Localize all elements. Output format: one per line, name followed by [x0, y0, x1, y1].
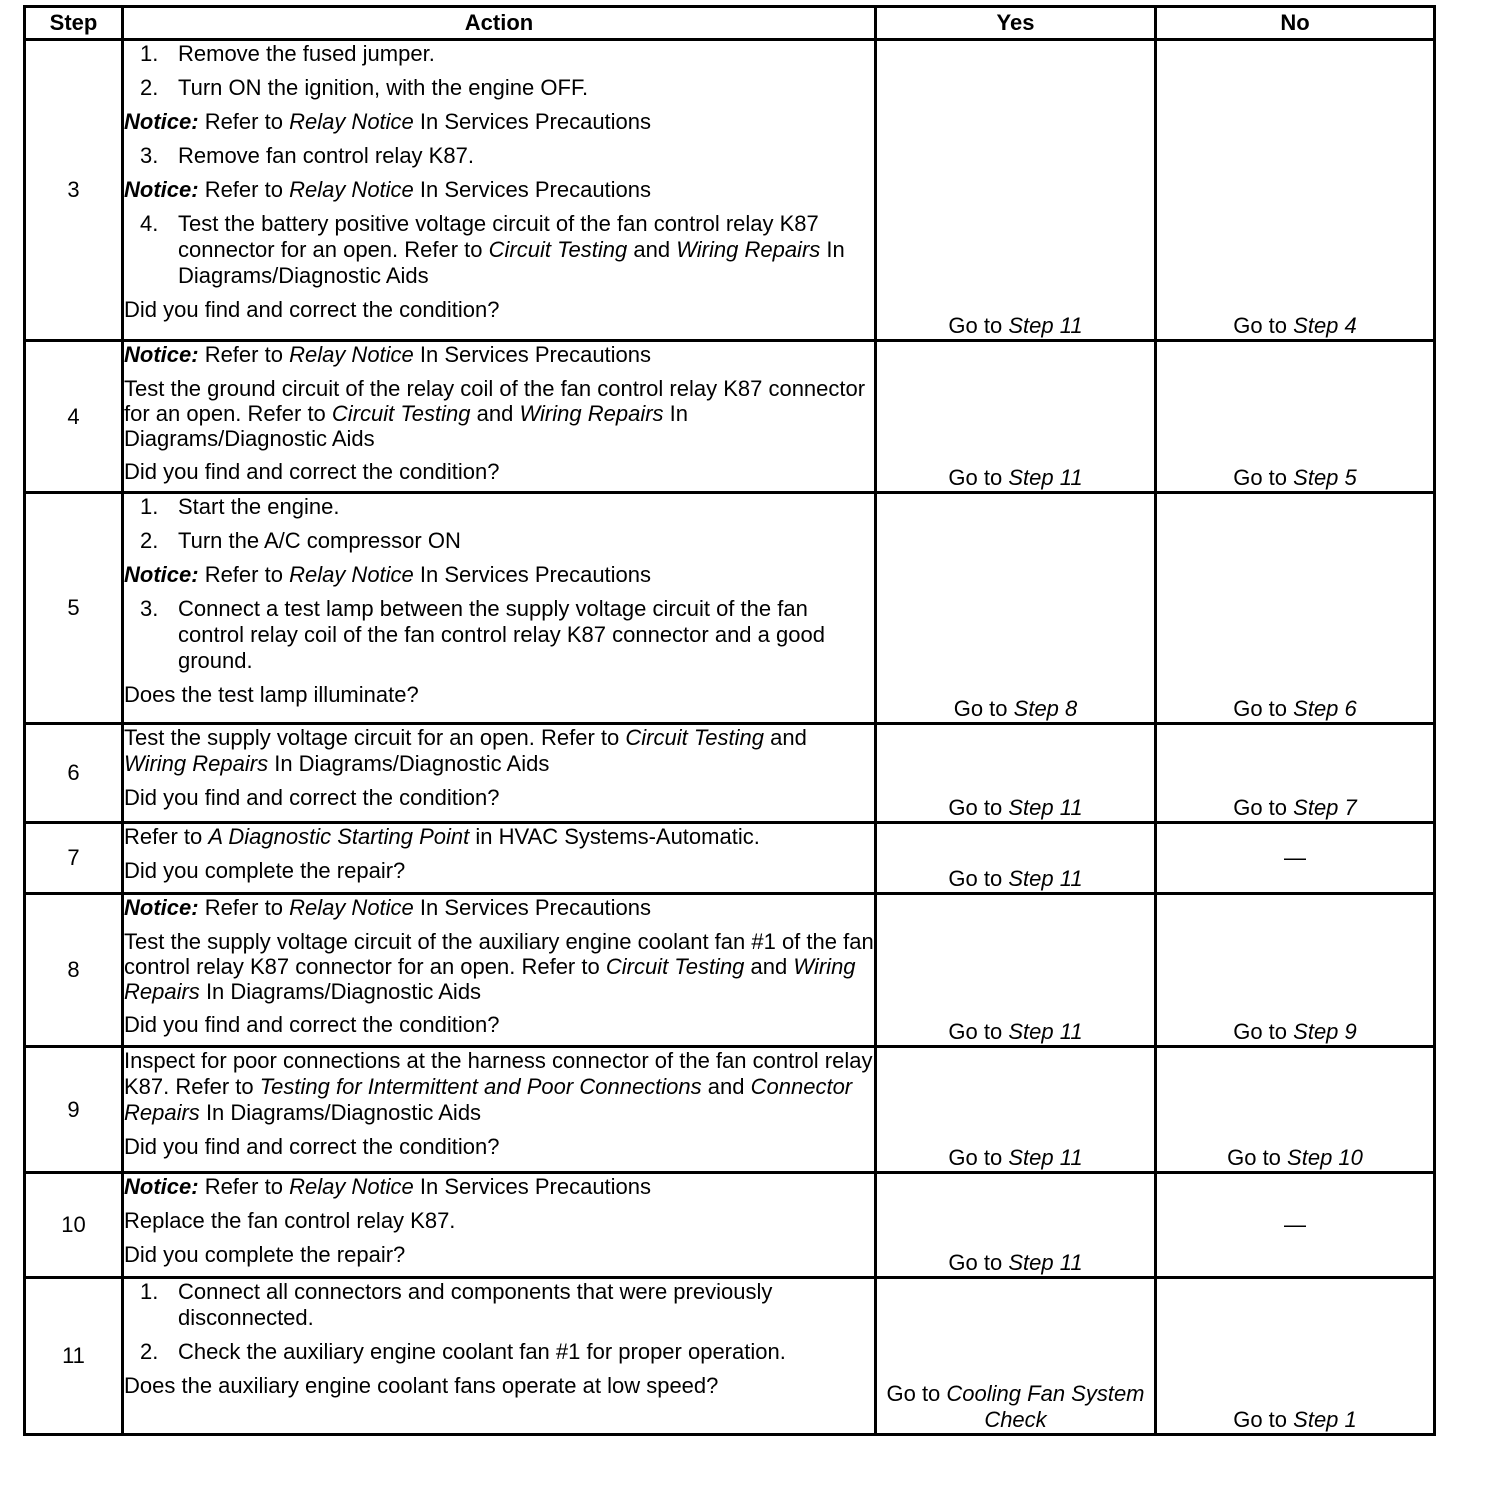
action-cell [123, 341, 876, 493]
reference-link: A Diagnostic Starting Point [208, 824, 470, 849]
action-text: Test the ground circuit of the relay coil of the fan control relay K87 connector for an open. Refer to [124, 376, 866, 426]
header-no: No [1156, 7, 1435, 40]
action-text: Check the auxiliary engine coolant fan #1 for proper operation. [178, 1339, 786, 1364]
action-text: Connect all connectors and components that were previously disconnected. [178, 1279, 773, 1330]
step-number: 7 [25, 823, 123, 894]
list-item [124, 1339, 874, 1365]
table-row [25, 894, 1435, 1047]
no-cell [1156, 1278, 1435, 1435]
action-text: Test the supply voltage circuit of the auxiliary engine coolant fan #1 of the fan control relay K87 connector for an open. Refer to [124, 929, 874, 979]
table-row [25, 1278, 1435, 1435]
yes-cell [876, 1173, 1156, 1278]
action-text: In Diagrams/Diagnostic Aids [124, 401, 689, 451]
no-cell-dash: — [1156, 1173, 1435, 1278]
notice-location: In Services Precautions [419, 562, 652, 587]
action-text: and [476, 401, 514, 426]
relay-notice-ref: Relay Notice [289, 109, 414, 134]
relay-notice-ref: Relay Notice [289, 562, 414, 587]
action-text: and [633, 237, 671, 262]
list-item [124, 211, 874, 289]
table-row [25, 1173, 1435, 1278]
reference-link: Wiring Repairs [124, 751, 269, 776]
question-text: Did you find and correct the condition? [124, 459, 500, 484]
yes-target: Step 11 [1008, 866, 1083, 891]
action-text: In Diagrams/Diagnostic Aids [274, 751, 550, 776]
list-number: 2. [140, 75, 159, 100]
action-text: Turn the A/C compressor ON [178, 528, 461, 553]
reference-link: Circuit Testing [625, 725, 764, 750]
action-cell [123, 1173, 876, 1278]
yes-target: Step 8 [1013, 696, 1078, 721]
notice-label: Notice: [124, 562, 199, 587]
action-paragraph [124, 1048, 874, 1126]
action-text: and [707, 1074, 745, 1099]
action-text: In Diagrams/Diagnostic Aids [205, 1100, 482, 1125]
notice-line [124, 895, 874, 921]
action-cell [123, 1047, 876, 1173]
action-cell [123, 493, 876, 724]
list-number: 1. [140, 1279, 159, 1304]
go-to-label: Go to [948, 1019, 1003, 1044]
table-row [25, 341, 1435, 493]
list-number: 2. [140, 528, 159, 553]
go-to-label: Go to [886, 1381, 941, 1406]
no-cell [1156, 40, 1435, 341]
relay-notice-ref: Relay Notice [289, 1174, 414, 1199]
no-target: Step 6 [1293, 696, 1357, 721]
action-text: In Diagrams/Diagnostic Aids [178, 237, 845, 288]
reference-link: Wiring Repairs [519, 401, 664, 426]
table-row [25, 823, 1435, 894]
action-cell [123, 40, 876, 341]
action-text: Test the supply voltage circuit for an open. Refer to [124, 725, 620, 750]
no-target: Step 9 [1293, 1019, 1357, 1044]
no-cell [1156, 894, 1435, 1047]
yes-cell [876, 1047, 1156, 1173]
action-text: Start the engine. [178, 494, 340, 519]
action-paragraph [124, 824, 874, 850]
go-to-label: Go to [948, 465, 1003, 490]
list-item [124, 596, 874, 674]
yes-target: Step 11 [1008, 313, 1083, 338]
go-to-label: Go to [953, 696, 1008, 721]
no-target: Step 10 [1287, 1145, 1363, 1170]
notice-line [124, 342, 874, 368]
question-text: Did you find and correct the condition? [124, 1012, 500, 1037]
list-number: 1. [140, 494, 159, 519]
action-text: In Diagrams/Diagnostic Aids [205, 979, 482, 1004]
go-to-label: Go to [948, 313, 1003, 338]
step-number: 8 [25, 894, 123, 1047]
question-text: Did you find and correct the condition? [124, 1134, 500, 1159]
list-number: 4. [140, 211, 159, 236]
step-number: 6 [25, 724, 123, 823]
yes-target: Step 11 [1008, 795, 1083, 820]
action-paragraph [124, 376, 874, 451]
go-to-label: Go to [1233, 313, 1288, 338]
action-text: Connect a test lamp between the supply voltage circuit of the fan control relay coil of the fan control relay K87 connector and a good ground. [178, 596, 825, 673]
no-cell-dash: — [1156, 823, 1435, 894]
step-number: 9 [25, 1047, 123, 1173]
action-cell [123, 894, 876, 1047]
notice-text: Refer to [204, 177, 283, 202]
reference-link: Testing for Intermittent and Poor Connections [259, 1074, 702, 1099]
notice-location: In Services Precautions [419, 895, 652, 920]
go-to-label: Go to [948, 1250, 1003, 1275]
action-text: and [770, 725, 807, 750]
action-text: Inspect for poor connections at the harness connector of the fan control relay K87. Refer to [124, 1048, 873, 1099]
action-text: Turn ON the ignition, with the engine OFF. [178, 75, 589, 100]
notice-label: Notice: [124, 1174, 199, 1199]
list-number: 3. [140, 596, 159, 621]
reference-link: Wiring Repairs [676, 237, 821, 262]
action-text: Replace the fan control relay K87. [124, 1208, 456, 1233]
notice-line [124, 562, 874, 588]
step-number: 5 [25, 493, 123, 724]
relay-notice-ref: Relay Notice [289, 342, 414, 367]
notice-line [124, 109, 874, 135]
notice-location: In Services Precautions [419, 109, 652, 134]
relay-notice-ref: Relay Notice [289, 895, 414, 920]
yes-target: Step 11 [1008, 1145, 1083, 1170]
notice-line [124, 177, 874, 203]
notice-location: In Services Precautions [419, 177, 652, 202]
reference-link: Circuit Testing [488, 237, 628, 262]
diagnostic-table [23, 5, 1436, 1436]
no-target: Step 1 [1293, 1407, 1357, 1432]
go-to-label: Go to [1233, 1019, 1288, 1044]
list-number: 2. [140, 1339, 159, 1364]
reference-link: Circuit Testing [605, 954, 745, 979]
list-number: 3. [140, 143, 159, 168]
question-text: Does the test lamp illuminate? [124, 682, 419, 707]
no-cell [1156, 493, 1435, 724]
action-cell [123, 1278, 876, 1435]
action-text: Refer to [124, 824, 203, 849]
yes-target: Cooling Fan System Check [946, 1381, 1145, 1432]
question-text: Did you find and correct the condition? [124, 297, 500, 322]
notice-text: Refer to [204, 1174, 283, 1199]
header-step: Step [25, 7, 123, 40]
relay-notice-ref: Relay Notice [289, 177, 414, 202]
reference-link: Circuit Testing [331, 401, 471, 426]
list-item [124, 528, 874, 554]
table-row [25, 40, 1435, 341]
header-action: Action [123, 7, 876, 40]
yes-target: Step 11 [1008, 1250, 1083, 1275]
question-text: Did you complete the repair? [124, 858, 406, 883]
go-to-label: Go to [948, 795, 1003, 820]
list-item [124, 1279, 874, 1331]
notice-label: Notice: [124, 895, 199, 920]
table-row [25, 1047, 1435, 1173]
action-cell [123, 823, 876, 894]
go-to-label: Go to [1233, 696, 1288, 721]
header-yes: Yes [876, 7, 1156, 40]
yes-cell [876, 823, 1156, 894]
notice-label: Notice: [124, 342, 199, 367]
go-to-label: Go to [1233, 1407, 1288, 1432]
yes-cell [876, 40, 1156, 341]
list-item [124, 494, 874, 520]
go-to-label: Go to [948, 866, 1003, 891]
notice-location: In Services Precautions [419, 342, 652, 367]
notice-label: Notice: [124, 109, 199, 134]
action-paragraph [124, 929, 874, 1004]
yes-target: Step 11 [1008, 1019, 1083, 1044]
table-row [25, 724, 1435, 823]
action-text: Test the battery positive voltage circuit of the fan control relay K87 connector for an open. Refer to [178, 211, 819, 262]
go-to-label: Go to [1233, 465, 1288, 490]
question-text: Does the auxiliary engine coolant fans operate at low speed? [124, 1373, 719, 1398]
reference-link: Connector Repairs [124, 1074, 853, 1125]
step-number: 3 [25, 40, 123, 341]
reference-link: Wiring Repairs [124, 954, 856, 1004]
go-to-label: Go to [1233, 795, 1288, 820]
list-item [124, 143, 874, 169]
no-cell [1156, 341, 1435, 493]
header-row [25, 7, 1435, 40]
action-text: in HVAC Systems-Automatic. [475, 824, 760, 849]
notice-text: Refer to [204, 342, 283, 367]
table-row [25, 493, 1435, 724]
no-cell [1156, 1047, 1435, 1173]
go-to-label: Go to [1227, 1145, 1281, 1170]
step-number: 10 [25, 1173, 123, 1278]
yes-cell [876, 341, 1156, 493]
notice-location: In Services Precautions [419, 1174, 652, 1199]
action-text: and [750, 954, 788, 979]
no-target: Step 4 [1293, 313, 1357, 338]
question-text: Did you find and correct the condition? [124, 785, 500, 810]
notice-text: Refer to [204, 109, 283, 134]
action-cell [123, 724, 876, 823]
yes-cell [876, 724, 1156, 823]
step-number: 11 [25, 1278, 123, 1435]
notice-label: Notice: [124, 177, 199, 202]
no-cell [1156, 724, 1435, 823]
list-item [124, 75, 874, 101]
yes-cell [876, 493, 1156, 724]
yes-target: Step 11 [1008, 465, 1083, 490]
yes-cell [876, 1278, 1156, 1435]
notice-text: Refer to [204, 562, 283, 587]
step-number: 4 [25, 341, 123, 493]
notice-text: Refer to [204, 895, 283, 920]
action-text: Remove fan control relay K87. [178, 143, 474, 168]
no-target: Step 5 [1293, 465, 1357, 490]
action-text: Remove the fused jumper. [178, 41, 435, 66]
list-number: 1. [140, 41, 159, 66]
go-to-label: Go to [948, 1145, 1003, 1170]
question-text: Did you complete the repair? [124, 1242, 406, 1267]
list-item [124, 41, 874, 67]
no-target: Step 7 [1293, 795, 1357, 820]
action-paragraph [124, 725, 874, 777]
yes-cell [876, 894, 1156, 1047]
notice-line [124, 1174, 874, 1200]
